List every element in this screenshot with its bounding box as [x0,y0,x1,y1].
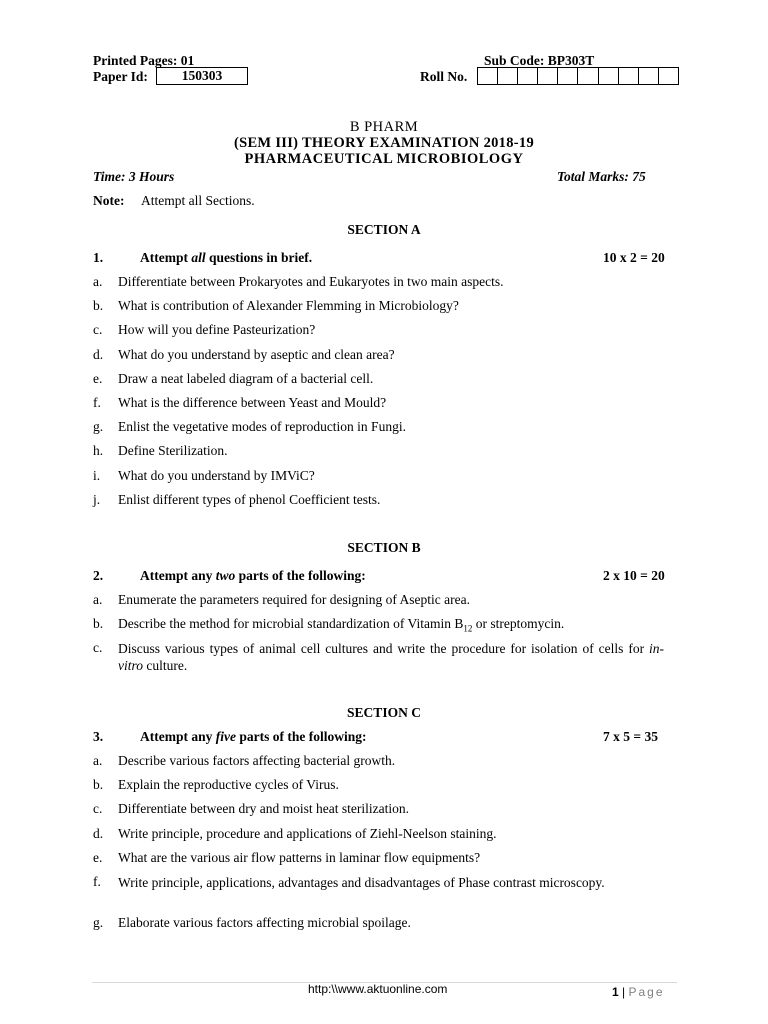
question-text: What do you understand by IMViC? [118,467,315,483]
roll-box [638,67,659,85]
part-marker: a. [93,592,103,607]
roll-box [598,67,619,85]
roll-box [557,67,578,85]
roll-no-boxes [477,67,679,85]
section-c-heading: SECTION C [347,705,421,720]
note-text: Attempt all Sections. [141,193,255,208]
question-marker: e. [93,370,103,386]
question-text: What do you understand by aseptic and clean area? [118,346,395,362]
sub-code: Sub Code: BP303T [484,53,595,68]
question-marker: h. [93,443,104,459]
question-marker: e. [93,849,103,865]
q1-instruction: Attempt all questions in brief. [140,250,313,265]
roll-box [537,67,558,85]
question-marker: c. [93,801,103,817]
question-marker: f. [93,395,101,410]
q2-marks: 2 x 10 = 20 [603,568,665,583]
question-text: Define Sterilization. [118,443,228,459]
question-text: Enlist different types of phenol Coefficient tests. [118,491,381,507]
part-text: Describe the method for microbial standardization of Vitamin $B_{12}$ or streptomycin. [118,616,565,634]
note-label: Note: [93,193,125,208]
q2-instruction: Attempt any two parts of the following: [140,568,366,583]
question-marker: b. [93,777,104,793]
question-text: Write principle, applications, advantages and disadvantages of Phase contrast microscopy. [118,875,605,890]
footer-url: http:\\www.aktuonline.com [308,982,448,996]
roll-no-label: Roll No. [420,69,468,84]
roll-box [497,67,518,85]
question-text: Explain the reproductive cycles of Virus. [118,777,339,793]
question-text: Enlist the vegetative modes of reproduction in Fungi. [118,419,406,435]
roll-box [577,67,598,85]
roll-box [477,67,498,85]
question-text: What is contribution of Alexander Flemming in Microbiology? [118,298,459,314]
time-allowed: Time: 3 Hours [93,169,175,184]
question-text: What are the various air flow patterns in laminar flow equipments? [118,849,481,865]
q1-number: 1. [93,250,104,265]
question-text: What is the difference between Yeast and Mould? [118,395,387,410]
q2-number: 2. [93,568,104,583]
part-text: Discuss various types of animal cell cultures and write the procedure for isolation of cells for in-vitro culture. [118,641,664,673]
part-text: Enumerate the parameters required for designing of Aseptic area. [118,592,470,607]
question-text: Differentiate between dry and moist heat sterilization. [118,801,410,817]
roll-box [618,67,639,85]
question-text: Describe various factors affecting bacterial growth. [118,753,396,768]
paper-id-label: Paper Id: [93,69,148,84]
title-exam: (SEM III) THEORY EXAMINATION 2018-19 [233,135,535,151]
title-subject: PHARMACEUTICAL MICROBIOLOGY [244,151,524,167]
question-marker: c. [93,322,103,338]
section-a-heading: SECTION A [347,222,421,237]
question-marker: d. [93,346,104,362]
section-b-heading: SECTION B [347,540,421,555]
question-marker: g. [93,419,104,435]
paper-id-value: 150303 [181,68,223,83]
roll-box [517,67,538,85]
question-text: Elaborate various factors affecting microbial spoilage. [118,915,411,931]
question-text: Draw a neat labeled diagram of a bacterial cell. [118,370,374,386]
roll-box [658,67,679,85]
question-marker: d. [93,825,104,841]
q3-instruction: Attempt any five parts of the following: [140,729,367,744]
q3-number: 3. [93,729,104,744]
question-marker: b. [93,298,104,314]
question-marker: a. [93,274,103,289]
question-marker: i. [93,467,101,483]
question-text: Write principle, procedure and applications of Ziehl-Neelson staining. [118,825,497,841]
question-marker: f. [93,874,101,889]
page-number: 1 | Page [612,985,665,999]
q1-marks: 10 x 2 = 20 [603,250,665,265]
part-marker: b. [93,616,104,631]
question-marker: g. [93,915,104,931]
question-text: Differentiate between Prokaryotes and Eukaryotes in two main aspects. [118,274,504,289]
paper-id-box [156,67,248,85]
printed-pages: Printed Pages: 01 [93,53,195,68]
question-marker: a. [93,753,103,768]
question-text: How will you define Pasteurization? [118,322,316,338]
total-marks: Total Marks: 75 [557,169,646,184]
title-program: B PHARM [349,119,419,135]
question-marker: j. [93,491,101,507]
q3-marks: 7 x 5 = 35 [603,729,658,744]
part-marker: c. [93,640,103,655]
